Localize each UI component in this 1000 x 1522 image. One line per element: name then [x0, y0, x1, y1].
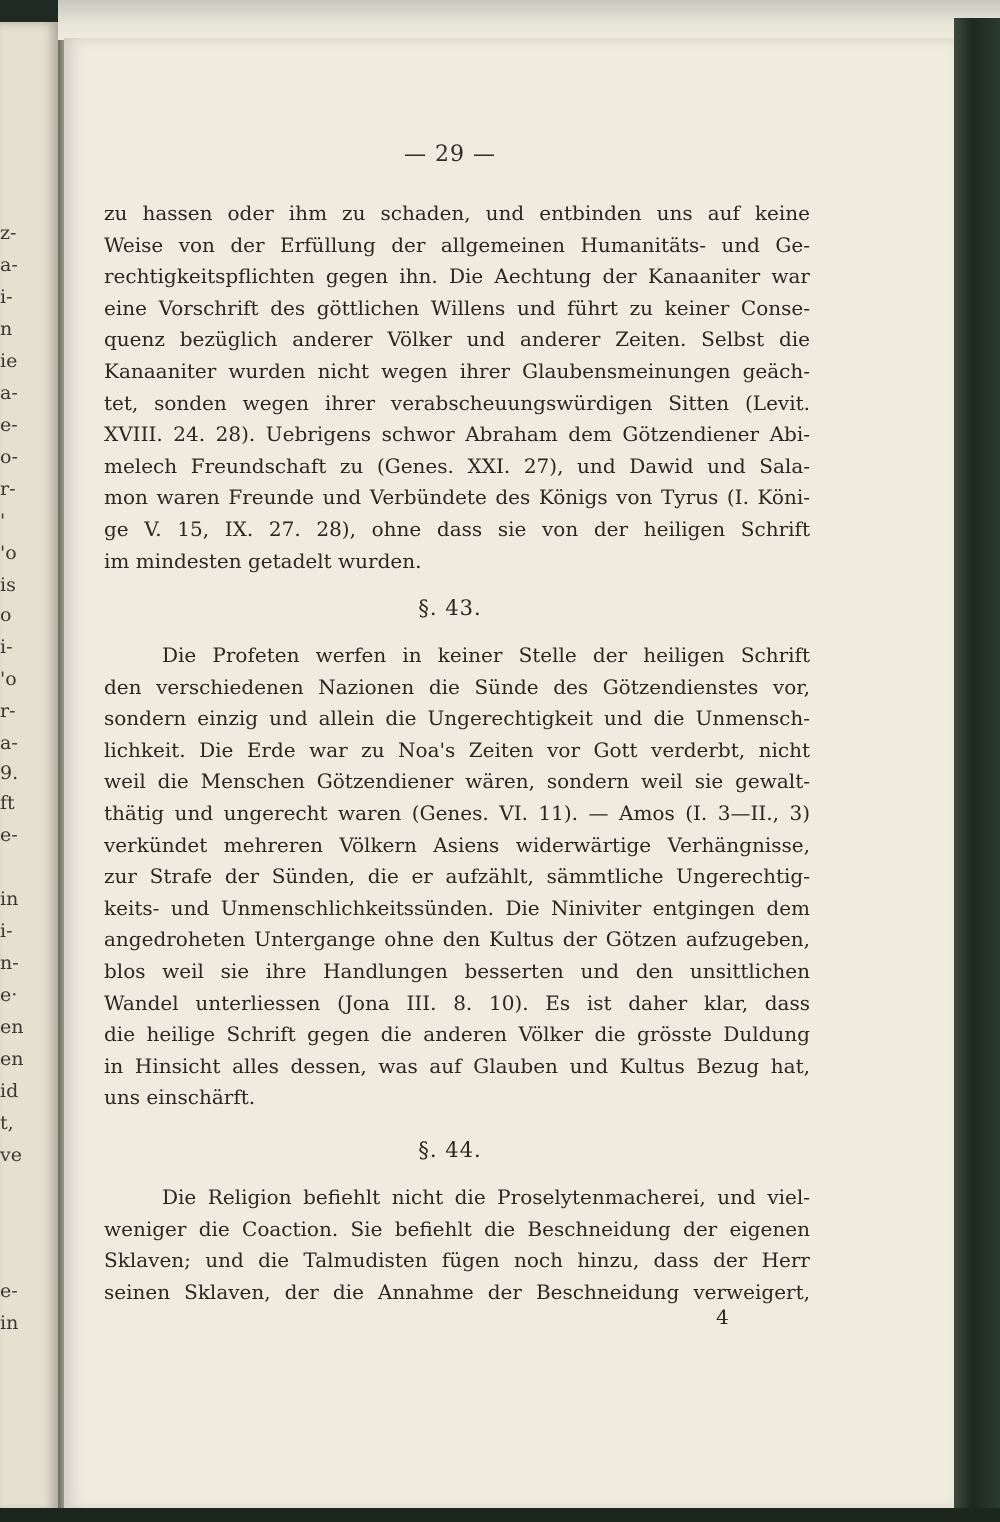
left-page-fragment: i- — [0, 636, 13, 658]
text-line: thätig und ungerecht waren (Genes. VI. 11). — Amos (I. 3—II., 3) — [104, 800, 810, 825]
page-top-edge — [58, 0, 1000, 40]
text-line: melech Freundschaft zu (Genes. XXI. 27), und Dawid und Sala- — [104, 453, 810, 478]
text-line: weil die Menschen Götzendiener wären, sondern weil sie gewalt- — [104, 769, 810, 794]
left-page-fragment: ve — [0, 1144, 22, 1166]
text-line: verkündet mehreren Völkern Asiens widerwärtige Verhängnisse, — [104, 832, 810, 857]
text-line: Wandel unterliessen (Jona III. 8. 10). Es ist daher klar, dass — [104, 990, 810, 1015]
signature-mark: 4 — [716, 1305, 729, 1329]
text-line: weniger die Coaction. Sie befiehlt die Beschneidung der eigenen — [104, 1216, 810, 1241]
left-page-fragment: i- — [0, 286, 13, 308]
page-number-header: — 29 — — [404, 142, 496, 167]
text-line: blos weil sie ihre Handlungen besserten und den unsittlichen — [104, 958, 810, 983]
text-line: zu hassen oder ihm zu schaden, und entbinden uns auf keine — [104, 201, 810, 225]
text-line: mon waren Freunde und Verbündete des Königs von Tyrus (I. Köni- — [104, 485, 810, 510]
text-line: zur Strafe der Sünden, die er aufzählt, sämmtliche Ungerechtig- — [104, 864, 810, 889]
text-line: angedroheten Untergange ohne den Kultus der Götzen aufzugeben, — [104, 927, 810, 952]
text-line: Die Profeten werfen in keiner Stelle der heiligen Schrift — [162, 643, 810, 667]
text-line: keits- und Unmenschlichkeitssünden. Die Niniviter entgingen dem — [104, 895, 810, 920]
left-page-fragment: a- — [0, 382, 18, 404]
book-cover-bottom — [0, 1508, 1000, 1522]
text-line: Sklaven; und die Talmudisten fügen noch hinzu, dass der Herr — [104, 1248, 810, 1273]
left-page-fragment: n- — [0, 952, 19, 974]
text-line: lichkeit. Die Erde war zu Noa's Zeiten vor Gott verderbt, nicht — [104, 737, 810, 762]
text-line: tet, sonden wegen ihrer verabscheuungswürdigen Sitten (Levit. — [104, 390, 810, 415]
text-line: im mindesten getadelt wurden. — [104, 548, 422, 573]
left-page-fragment: o — [0, 604, 12, 626]
text-line: ge V. 15, IX. 27. 28), ohne dass sie von der heiligen Schrift — [104, 516, 810, 541]
left-page-fragment: in — [0, 888, 19, 910]
left-page-fragment: 'o — [0, 542, 17, 564]
section-heading-44: §. 44. — [418, 1138, 482, 1162]
text-line: Kanaaniter wurden nicht wegen ihrer Glaubensmeinungen geäch- — [104, 358, 810, 383]
left-page-fragment: is — [0, 574, 16, 596]
text-line: sondern einzig und allein die Ungerechtigkeit und die Unmensch- — [104, 706, 810, 731]
left-page-fragment: i- — [0, 920, 13, 942]
left-page-fragment: 9. — [0, 762, 19, 784]
left-page-fragment: in — [0, 1312, 19, 1334]
text-line: Die Religion befiehlt nicht die Proselytenmacherei, und viel- — [162, 1185, 810, 1209]
paragraph-section-43 — [104, 640, 810, 1114]
text-line: quenz bezüglich anderer Völker und anderer Zeiten. Selbst die — [104, 327, 810, 352]
left-page-fragment: t, — [0, 1112, 14, 1134]
book-cover-edge — [954, 18, 1000, 1522]
left-page-fragment: ' — [0, 510, 6, 532]
text-line: den verschiedenen Nazionen die Sünde des Götzendienstes vor, — [104, 674, 810, 699]
left-page-fragment: e· — [0, 984, 18, 1006]
text-line: seinen Sklaven, der die Annahme der Beschneidung verweigert, — [104, 1279, 810, 1304]
left-page-fragment: n — [0, 318, 13, 340]
paragraph-continuation — [104, 198, 810, 577]
left-page-fragment: r- — [0, 700, 16, 722]
left-page-fragment: a- — [0, 732, 18, 754]
left-page-fragment: e- — [0, 1280, 18, 1302]
left-page-fragment: o- — [0, 446, 18, 468]
text-line: die heilige Schrift gegen die anderen Völker die grösste Duldung — [104, 1022, 810, 1047]
left-page-fragment: r- — [0, 478, 16, 500]
left-page-fragment: en — [0, 1016, 24, 1038]
text-line: in Hinsicht alles dessen, was auf Glauben und Kultus Bezug hat, — [104, 1053, 810, 1078]
left-page-fragment: z- — [0, 222, 17, 244]
left-page-fragment: e- — [0, 414, 18, 436]
text-line: rechtigkeitspflichten gegen ihn. Die Aechtung der Kanaaniter war — [104, 264, 810, 289]
text-line: XVIII. 24. 28). Uebrigens schwor Abraham dem Götzendiener Abi- — [104, 422, 810, 447]
left-page-fragment: en — [0, 1048, 24, 1070]
left-page-fragment: 'o — [0, 668, 17, 690]
left-page-fragment: ft — [0, 792, 15, 814]
text-line: Weise von der Erfüllung der allgemeinen Humanitäts- und Ge- — [104, 232, 810, 257]
left-page-fragment: ie — [0, 350, 18, 372]
left-page-fragment: e- — [0, 824, 18, 846]
text-line: uns einschärft. — [104, 1085, 256, 1110]
text-line: eine Vorschrift des göttlichen Willens und führt zu keiner Conse- — [104, 295, 810, 320]
left-page-fragment: a- — [0, 254, 18, 276]
paragraph-section-44 — [104, 1182, 810, 1308]
section-heading-43: §. 43. — [418, 596, 482, 620]
left-page-fragment: id — [0, 1080, 19, 1102]
